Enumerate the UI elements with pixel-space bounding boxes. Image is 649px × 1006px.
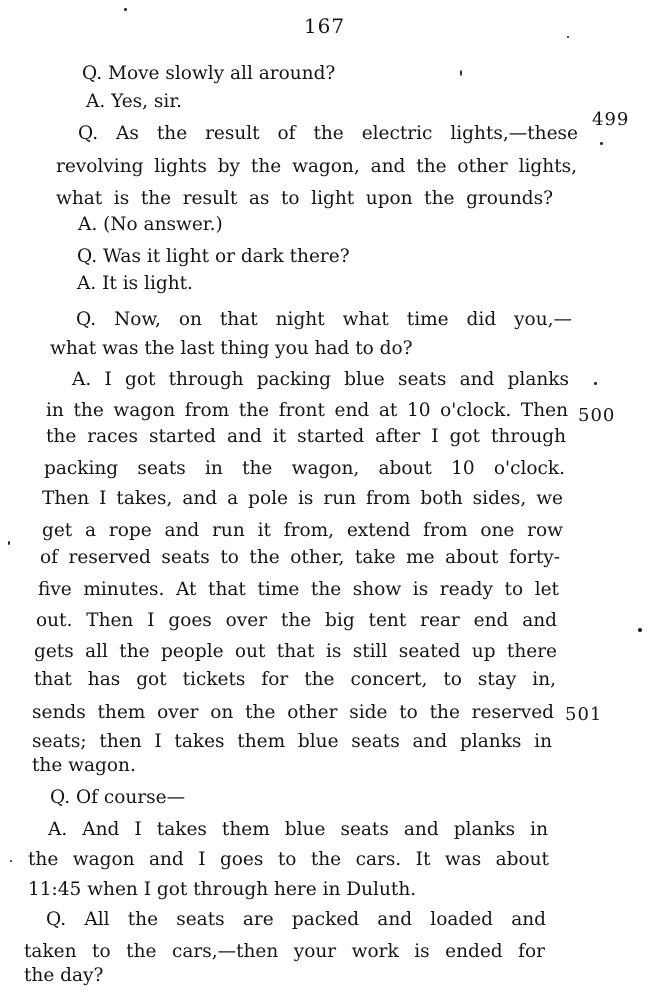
text-line: five minutes. At that time the show is ready to let (38, 579, 559, 600)
text-line: revolving lights by the wagon, and the other lights, (56, 156, 577, 177)
text-line: taken to the cars,—then your work is ended for (24, 941, 545, 962)
text-line: A. Yes, sir. (86, 91, 183, 112)
text-line: A. I got through packing blue seats and planks (72, 369, 569, 390)
text-line: get a rope and run it from, extend from one row (42, 520, 563, 541)
margin-line-number: 501 (565, 704, 603, 725)
text-line: in the wagon from the front end at 10 o'clock. Then (46, 400, 568, 421)
text-line: 11:45 when I got through here in Duluth. (28, 879, 417, 900)
scan-speck (460, 70, 462, 76)
text-line: Q. All the seats are packed and loaded and (46, 909, 546, 930)
text-line: what was the last thing you had to do? (50, 338, 413, 359)
text-line: of reserved seats to the other, take me about forty- (40, 547, 560, 568)
text-line: Q. Now, on that night what time did you,— (76, 309, 572, 330)
text-line: Then I takes, and a pole is run from both sides, we (42, 488, 563, 509)
scan-speck (567, 36, 569, 38)
margin-line-number: 499 (592, 109, 630, 130)
text-line: Q. Was it light or dark there? (77, 246, 350, 267)
text-line: packing seats in the wagon, about 10 o'clock. (44, 458, 565, 479)
scan-speck (10, 860, 12, 862)
text-line: the wagon. (32, 755, 136, 776)
text-line: gets all the people out that is still seated up there (34, 641, 557, 662)
text-line: A. (No answer.) (78, 214, 223, 235)
text-line: Q. Of course— (50, 787, 186, 808)
text-line: Q. As the result of the electric lights,—these (78, 123, 578, 144)
scan-speck (594, 382, 597, 385)
scan-speck (638, 628, 642, 632)
text-line: that has got tickets for the concert, to stay in, (34, 669, 556, 690)
text-line: A. It is light. (77, 273, 193, 294)
page-number: 167 (303, 14, 346, 38)
margin-line-number: 500 (578, 405, 616, 426)
text-line: Q. Move slowly all around? (82, 63, 336, 84)
text-line: the day? (24, 965, 104, 986)
text-line: the races started and it started after I got through (46, 426, 566, 447)
text-line: A. And I takes them blue seats and planks in (48, 819, 548, 840)
text-line: the wagon and I goes to the cars. It was about (28, 849, 549, 870)
scan-speck (124, 8, 127, 11)
scan-speck (8, 541, 10, 545)
scan-speck (600, 142, 603, 145)
text-line: sends them over on the other side to the reserved (32, 702, 554, 723)
text-line: out. Then I goes over the big tent rear end and (36, 610, 557, 631)
text-line: seats; then I takes them blue seats and planks in (32, 731, 552, 752)
text-line: what is the result as to light upon the grounds? (56, 188, 553, 209)
